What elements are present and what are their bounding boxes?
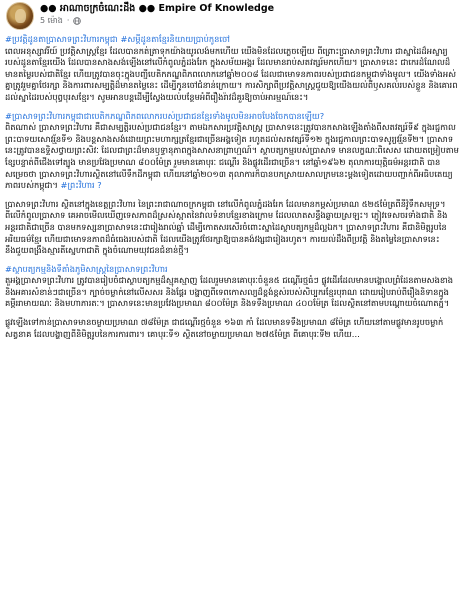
hashtag-heading-4[interactable]: #ស្ថាបត្យកម្មនិងទីតាំងភូមិសាស្ត្រនៃប្រាសាទព្រះវិហារ xyxy=(5,263,168,274)
meta-dot: · xyxy=(66,16,70,25)
page-avatar[interactable] xyxy=(6,2,34,30)
paragraph-text-1: ពេលអនុស្សាវរីយ៍ ប្រវត្តិសាស្ត្រខ្មែរ ដែលបានកត់ត្រាទុកយ៉ាងយូរលង់មកហើយ យើងមិនដែលភ្លេចឡើយ ពីព្រោះប្រាសាទព្រះវិហារ ជាស្នាដៃដ៏អស្ចារ្យរបស់ដូនតាខ្មែរយើង ដែលបានសាងសង់ឡើងនៅលើកំពូលភ្នំដងរែក ក្នុងសម័យអង្គរ ដែលមានរាប់សតវត្សរ៍មកហើយ។ ប្រាសាទនេះ ជាកេរដំណែលដ៏មានតម្លៃរបស់ជាតិខ្មែរ ហើយត្រូវបានចុះក្នុងបញ្ជីបេតិកភណ្ឌពិភពលោកនៅឆ្នាំ២០០៨ ដែលជាមោទនភាពរបស់ប្រជាជនកម្ពុជាទាំងមូល។ យើងទាំងអស់គ្នាត្រូវរួមគ្នាថែរក្សា និងការពារសម្បត្តិដ៏មានតម្លៃនេះ ដើម្បីកូនចៅជំនាន់ក្រោយ។ ការសិក្សាពីប្រវត្តិសាស្ត្រជួយឱ្យយើងយល់ពីឫសគល់របស់ខ្លួន និងគោរពដល់ស្នាដៃរបស់បុព្វបុរសខ្មែរ។ សូមអានបន្តដើម្បីស្វែងយល់បន្ថែមអំពីរឿងរ៉ាវដ៏គួរឱ្យចាប់អារម្មណ៍នេះ។ xyxy=(5,45,458,102)
post-meta xyxy=(40,15,274,27)
paragraph-text-5: ផ្លូវឡើងទៅកាន់ប្រាសាទមានចម្ងាយប្រមាណ ៧៨ម៉ែត្រ ជាជណ្ដើរថ្មចំនួន ១៦៣ កាំ ដែលមានទទឹងប្រមាណ ៨ម៉ែត្រ ហើយនៅតាមផ្លូវមានរូបចម្លាក់សត្វនាគ ដែលបង្ហាញពីនិមិត្តរូបនៃការការពារ។ គោបុរៈទី១ ស្ថិតនៅចម្ងាយប្រមាណ ២៧៥ម៉ែត្រ ពីគោបុរៈទី២ ហើយ... xyxy=(5,317,444,339)
hashtag-link[interactable]: #ព្រះវិហារ ? xyxy=(60,180,102,191)
paragraph-3 xyxy=(5,199,461,257)
paragraph-1 xyxy=(5,34,461,104)
page-name[interactable]: ●● អាណាចក្រចំណេះដឹង ●● Empire Of Knowledge xyxy=(40,3,275,14)
post-header-text xyxy=(40,2,274,27)
paragraph-text-3: ប្រាសាទព្រះវិហារ ស្ថិតនៅក្នុងខេត្តព្រះវិហារ នៃព្រះរាជាណាចក្រកម្ពុជា នៅលើកំពូលភ្នំដងរែក ដែលមានកម្ពស់ប្រមាណ ៥២៥ម៉ែត្រពីនីវ៉ូទឹកសមុទ្រ។ ពីលើកំពូលប្រាសាទ គេអាចមើលឃើញទេសភាពដ៏ស្រស់ស្អាតនៃវាលទំនាបខ្មែរខាងក្រោម ដែលលាតសន្ធឹងឆ្ងាយស្រឡះ។ ភ្ញៀវទេសចរទាំងជាតិ និងអន្តរជាតិជាច្រើន បានមកទស្សនាប្រាសាទនេះជារៀងរាល់ឆ្នាំ ដើម្បីកោតសរសើរចំពោះស្នាដៃស្ថាបត្យកម្មដ៏ល្អឯក។ ប្រាសាទព្រះវិហារ គឺជានិមិត្តរូបនៃអរិយធម៌ខ្មែរ ហើយជាមោទនភាពដ៏ធំធេងរបស់ជាតិ ដែលយើងត្រូវថែរក្សាឱ្យបានគង់វង្សជារៀងរហូត។ ការយល់ដឹងពីប្រវត្តិ និងតម្លៃនៃប្រាសាទនេះ នឹងជួយពង្រឹងស្មារតីស្នេហាជាតិ ក្នុងចំណោមយុវជនជំនាន់ថ្មី។ xyxy=(5,198,448,256)
hashtag-heading-1[interactable]: #ប្រវត្តិដូនតាប្រាសាទព្រះវិហារកម្ពុជា​ #សម្ដីដូនតាខ្មែរនិយាយប្រាប់កូនចៅ xyxy=(5,34,230,44)
paragraph-text-4: តួអង្គប្រាសាទព្រះវិហារ ត្រូវបានរៀបចំជាស្ថាបត្យកម្មដ៏ស្មុគស្មាញ ដែលរួមមានគោបុរៈចំនួន៥ ជណ្ដើរថ្មធំៗ ផ្លូវដើរដែលមានបង្គោលព្រំដែនតាមសងខាង និងអគារសំខាន់ៗជាច្រើន។ ក្បាច់ចម្លាក់នៅលើសសរ និងផ្ដែរ បង្ហាញពីទេពកោសល្យដ៏ខ្ពង់ខ្ពស់របស់សិប្បករខ្មែរបុរាណ ដោយរៀបរាប់ពីរឿងនិទានក្នុងគម្ពីររាមាយណៈ និងមហាភារតៈ។ ប្រាសាទនេះមានប្រវែងប្រមាណ ៨០០ម៉ែត្រ និងទទឹងប្រមាណ ៤០០ម៉ែត្រ ដែលស្ថិតនៅតាមបណ្ដោយចំណោតភ្នំ។ xyxy=(5,275,454,309)
paragraph-2 xyxy=(5,111,461,192)
globe-icon xyxy=(73,17,81,25)
paragraph-5 xyxy=(5,317,461,340)
post-time[interactable]: 5 ម៉ោង xyxy=(40,16,63,25)
paragraph-4 xyxy=(5,264,461,310)
paragraph-text-2: ពិតណាស់ ប្រាសាទព្រះវិហារ គឺជាសម្បត្តិរបស់ប្រជាជនខ្មែរ។ តាមឯកសារប្រវត្តិសាស្ត្រ ប្រាសាទនេះត្រូវបានកសាងឡើងតាំងពីសតវត្សរ៍ទី៩ ក្នុងរជ្ជកាលព្រះបាទយសោវរ្ម័នទី១ និងបន្តសាងសង់ដោយព្រះមហាក្សត្រខ្មែរជាច្រើនអង្គទៀត រហូតដល់សតវត្សរ៍ទី១២ ក្នុងរជ្ជកាលព្រះបាទសូរ្យវរ្ម័នទី២។ ប្រាសាទនេះត្រូវបានឧទ្ទិសថ្វាយព្រះសិវៈ ដែលជាព្រះដ៏មានឫទ្ធានុភាពក្នុងសាសនាព្រាហ្មណ៍។ ស្ថាបត្យកម្មរបស់ប្រាសាទ មានលក្ខណៈពិសេស ដោយតម្រៀបតាមខ្សែបន្ទាត់ពីជើងទៅត្បូង មានប្រវែងប្រមាណ ៨០០ម៉ែត្រ រួមមានគោបុរៈ ជណ្ដើរ និងផ្លូវដើរជាច្រើន។ នៅឆ្នាំ១៩៦២ តុលាការយុត្តិធម៌អន្តរជាតិ បានសម្រេចថា ប្រាសាទព្រះវិហារស្ថិតនៅលើទឹកដីកម្ពុជា ហើយនៅឆ្នាំ២០១៣ តុលាការក៏បានបកស្រាយសាលក្រមនេះម្ដងទៀតដោយបញ្ជាក់ពីអធិបតេយ្យភាពរបស់កម្ពុជា។ xyxy=(5,122,459,191)
post-body xyxy=(5,34,461,596)
post-header xyxy=(0,0,466,30)
hashtag-heading-2[interactable]: #ប្រាសាទព្រះវិហារកម្ពុជាជាបេតិកភណ្ឌពិភពលោករបស់ប្រជាជនខ្មែរទាំងមូលមិនអាចបែងចែកបានឡើយ? xyxy=(5,110,325,121)
